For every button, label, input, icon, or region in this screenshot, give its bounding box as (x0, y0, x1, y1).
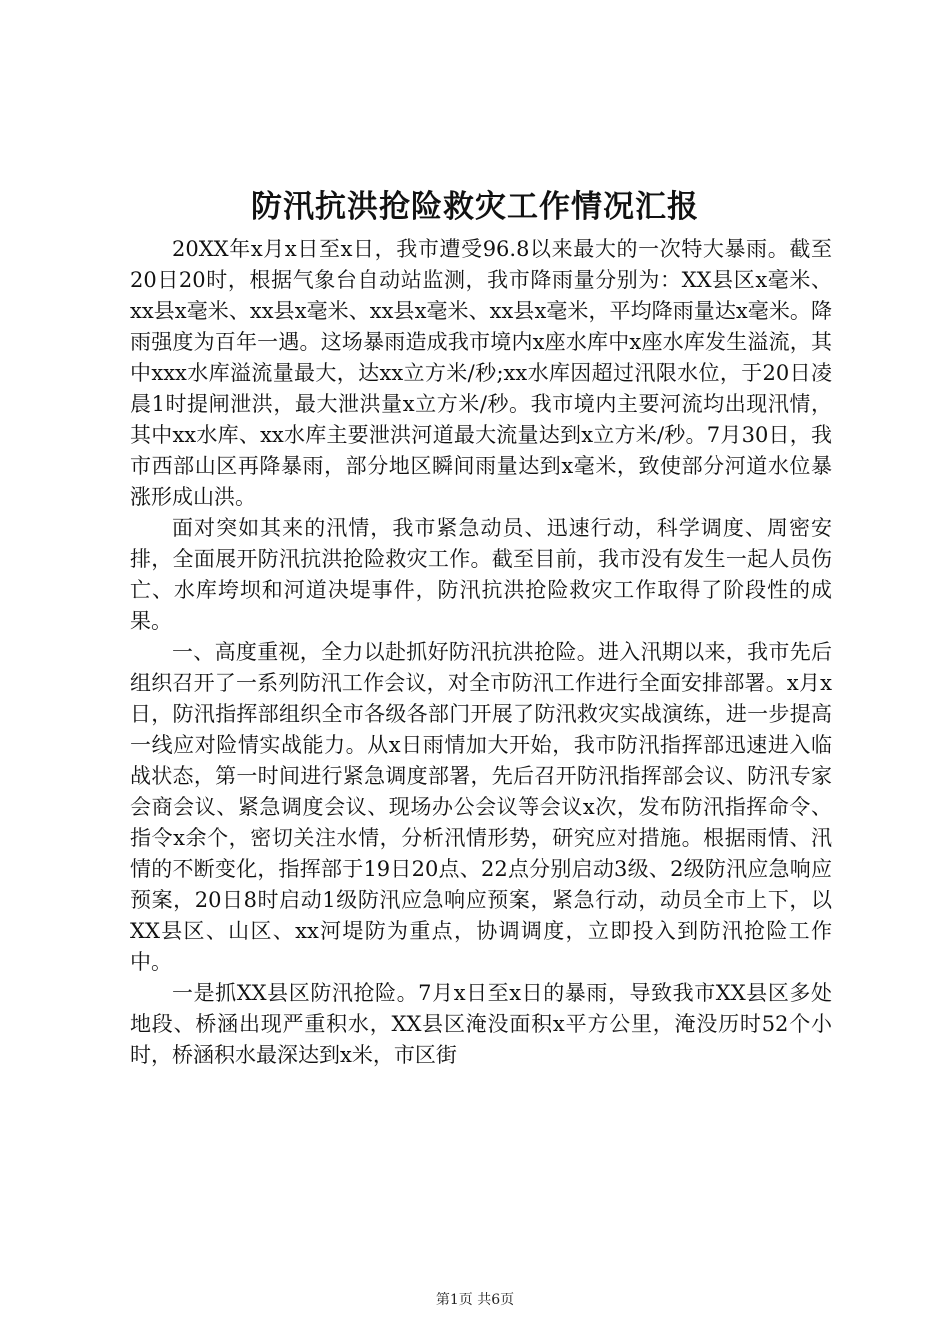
document-title: 防汛抗洪抢险救灾工作情况汇报 (251, 189, 699, 225)
paragraph: 一、高度重视，全力以赴抓好防汛抗洪抢险。进入汛期以来，我市先后组织召开了一系列防汛工作会议，对全市防汛工作进行全面安排部署。x月x日，防汛指挥部组织全市各级各部门开展了防汛救灾实战演练，进一步提高一线应对险情实战能力。从x日雨情加大开始，我市防汛指挥部迅速进入临战状态，第一时间进行紧急调度部署，先后召开防汛指挥部会议、防汛专家会商会议、紧急调度会议、现场办公会议等会议x次，发布防汛指挥命令、指令x余个，密切关注水情，分析汛情形势，研究应对措施。根据雨情、汛情的不断变化，指挥部于19日20点、22点分别启动3级、2级防汛应急响应预案，20日8时启动1级防汛应急响应预案，紧急行动，动员全市上下，以XX县区、山区、xx河堤防为重点，协调调度，立即投入到防汛抢险工作中。 (130, 640, 832, 974)
document-body (130, 234, 832, 1071)
paragraph: 20XX年x月x日至x日，我市遭受96.8以来最大的一次特大暴雨。截至20日20时，根据气象台自动站监测，我市降雨量分别为：XX县区x毫米、xx县x毫米、xx县x毫米、xx县x毫米、xx县x毫米，平均降雨量达x毫米。降雨强度为百年一遇。这场暴雨造成我市境内x座水库中x座水库发生溢流，其中xxx水库溢流量最大，达xx立方米/秒;xx水库因超过汛限水位，于20日凌晨1时提闸泄洪，最大泄洪量x立方米/秒。我市境内主要河流均出现汛情，其中xx水库、xx水库主要泄洪河道最大流量达到x立方米/秒。7月30日，我市西部山区再降暴雨，部分地区瞬间雨量达到x毫米，致使部分河道水位暴涨形成山洪。 (130, 237, 832, 509)
paragraph: 一是抓XX县区防汛抢险。7月x日至x日的暴雨，导致我市XX县区多处地段、桥涵出现严重积水，XX县区淹没面积x平方公里，淹没历时52个小时，桥涵积水最深达到x米，市区街 (130, 981, 832, 1067)
page-footer: 第1页 共6页 (435, 1292, 515, 1308)
paragraph: 面对突如其来的汛情，我市紧急动员、迅速行动，科学调度、周密安排，全面展开防汛抗洪抢险救灾工作。截至目前，我市没有发生一起人员伤亡、水库垮坝和河道决堤事件，防汛抗洪抢险救灾工作取得了阶段性的成果。 (130, 516, 832, 633)
